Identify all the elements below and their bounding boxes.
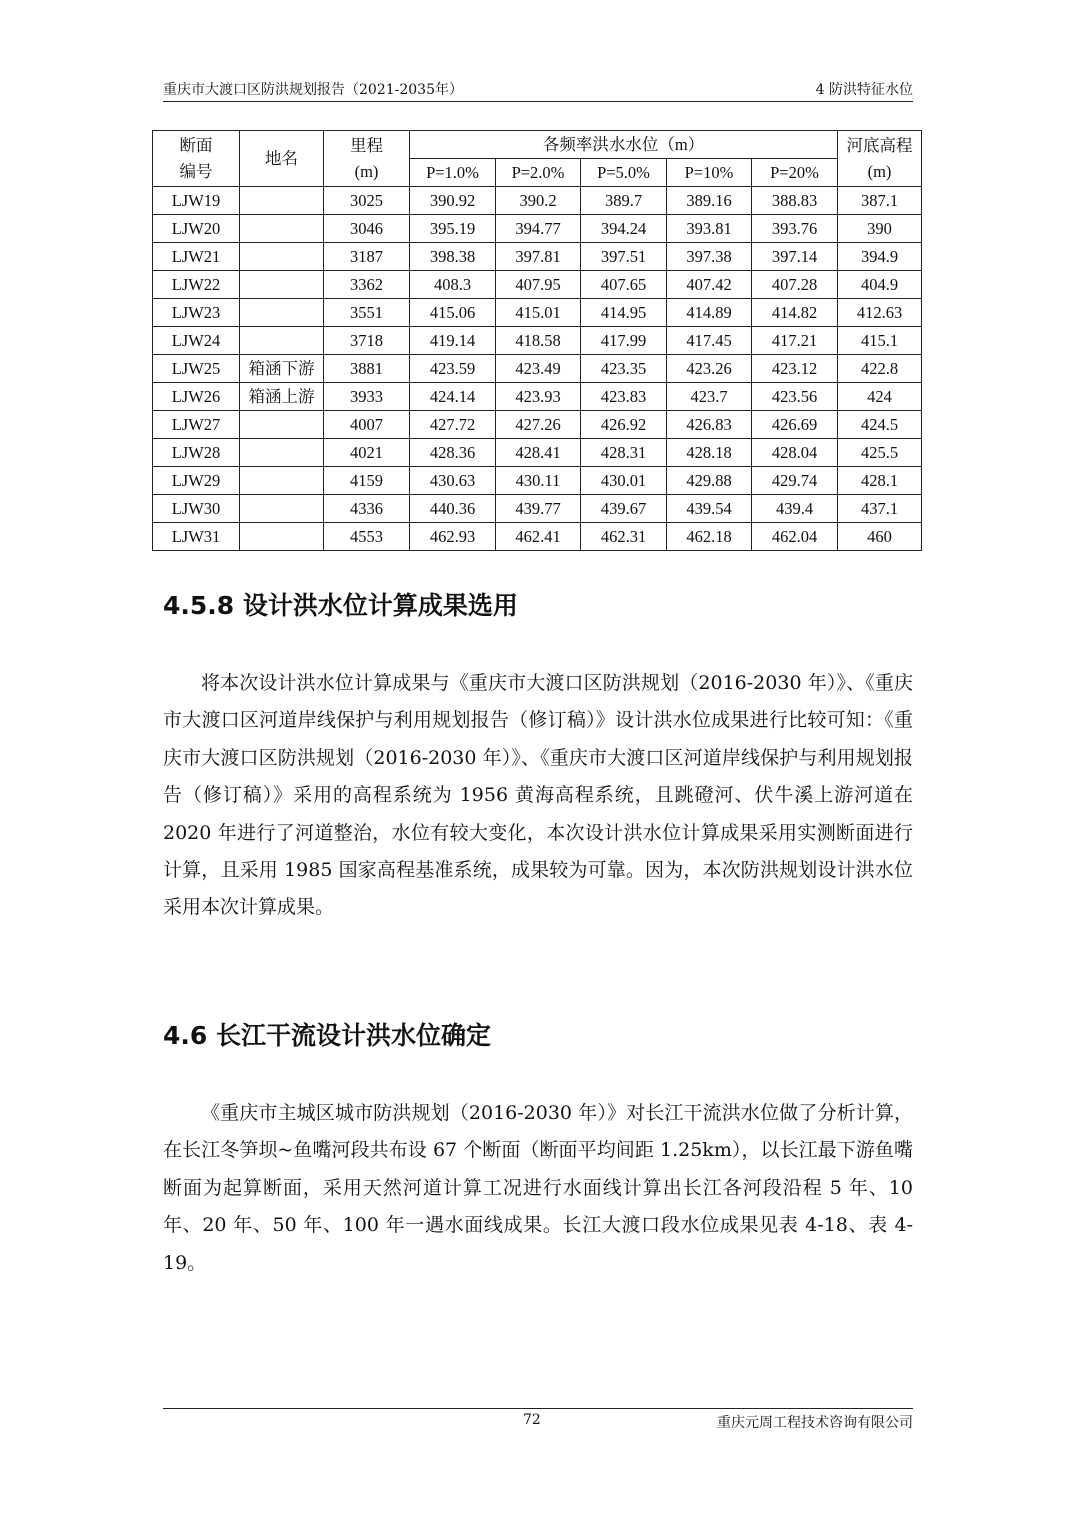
table-cell-p5: 397.51 bbox=[581, 243, 667, 271]
table-cell-p20: 426.69 bbox=[752, 411, 838, 439]
table-cell-id: LJW19 bbox=[153, 187, 240, 215]
table-cell-id: LJW30 bbox=[153, 495, 240, 523]
table-cell-p5: 423.35 bbox=[581, 355, 667, 383]
table-cell-p10: 397.38 bbox=[667, 243, 752, 271]
table-cell-id: LJW20 bbox=[153, 215, 240, 243]
table-cell-place bbox=[240, 243, 324, 271]
table-cell-p2: 462.41 bbox=[496, 523, 581, 551]
table-row bbox=[153, 495, 922, 523]
table-cell-p1: 430.63 bbox=[410, 467, 496, 495]
table-cell-id: LJW21 bbox=[153, 243, 240, 271]
header-chapter: 4 防洪特征水位 bbox=[815, 82, 913, 98]
table-cell-p2: 397.81 bbox=[496, 243, 581, 271]
section-heading-4-6: 4.6 长江干流设计洪水位确定 bbox=[163, 1021, 491, 1050]
table-cell-p2: 427.26 bbox=[496, 411, 581, 439]
table-cell-p2: 394.77 bbox=[496, 215, 581, 243]
table-cell-p1: 428.36 bbox=[410, 439, 496, 467]
section-heading-4-5-8: 4.5.8 设计洪水位计算成果选用 bbox=[163, 591, 518, 620]
table-cell-p1: 462.93 bbox=[410, 523, 496, 551]
table-cell-p2: 428.41 bbox=[496, 439, 581, 467]
table-cell-mileage: 4021 bbox=[324, 439, 410, 467]
table-cell-bed: 394.9 bbox=[838, 243, 922, 271]
table-cell-place bbox=[240, 299, 324, 327]
table-cell-p5: 430.01 bbox=[581, 467, 667, 495]
table-cell-p20: 429.74 bbox=[752, 467, 838, 495]
table-cell-p10: 407.42 bbox=[667, 271, 752, 299]
table-row bbox=[153, 411, 922, 439]
table-cell-place bbox=[240, 187, 324, 215]
table-cell-bed: 404.9 bbox=[838, 271, 922, 299]
table-cell-p10: 389.16 bbox=[667, 187, 752, 215]
table-row bbox=[153, 271, 922, 299]
table-cell-p5: 414.95 bbox=[581, 299, 667, 327]
page-number: 72 bbox=[523, 1412, 541, 1428]
table-cell-p2: 439.77 bbox=[496, 495, 581, 523]
table-cell-p2: 407.95 bbox=[496, 271, 581, 299]
table-cell-place bbox=[240, 327, 324, 355]
table-cell-p1: 440.36 bbox=[410, 495, 496, 523]
header-freq: P=5.0% bbox=[581, 159, 667, 187]
table-cell-p10: 417.45 bbox=[667, 327, 752, 355]
table-cell-p2: 415.01 bbox=[496, 299, 581, 327]
table-cell-p10: 428.18 bbox=[667, 439, 752, 467]
table-cell-p1: 390.92 bbox=[410, 187, 496, 215]
table-cell-p1: 395.19 bbox=[410, 215, 496, 243]
table-cell-p5: 462.31 bbox=[581, 523, 667, 551]
table-cell-id: LJW23 bbox=[153, 299, 240, 327]
header-freq: P=20% bbox=[752, 159, 838, 187]
table-cell-p20: 393.76 bbox=[752, 215, 838, 243]
table-row bbox=[153, 383, 922, 411]
table-cell-p20: 414.82 bbox=[752, 299, 838, 327]
table-cell-p20: 407.28 bbox=[752, 271, 838, 299]
table-cell-id: LJW24 bbox=[153, 327, 240, 355]
table-cell-bed: 437.1 bbox=[838, 495, 922, 523]
table-cell-p5: 423.83 bbox=[581, 383, 667, 411]
table-cell-mileage: 3551 bbox=[324, 299, 410, 327]
table-cell-p2: 423.49 bbox=[496, 355, 581, 383]
table-row bbox=[153, 355, 922, 383]
table-cell-id: LJW31 bbox=[153, 523, 240, 551]
table-cell-p10: 414.89 bbox=[667, 299, 752, 327]
header-freq-group: 各频率洪水水位（m） bbox=[410, 131, 838, 159]
table-row bbox=[153, 215, 922, 243]
table-cell-p10: 462.18 bbox=[667, 523, 752, 551]
table-row bbox=[153, 187, 922, 215]
page-header bbox=[163, 77, 913, 102]
table-cell-p10: 429.88 bbox=[667, 467, 752, 495]
table-cell-p10: 423.7 bbox=[667, 383, 752, 411]
table-cell-bed: 424 bbox=[838, 383, 922, 411]
table-cell-id: LJW22 bbox=[153, 271, 240, 299]
table-cell-place bbox=[240, 411, 324, 439]
page-footer bbox=[163, 1408, 913, 1439]
table-cell-place bbox=[240, 523, 324, 551]
table-cell-p2: 423.93 bbox=[496, 383, 581, 411]
table-cell-bed: 387.1 bbox=[838, 187, 922, 215]
table-row bbox=[153, 523, 922, 551]
flood-level-table bbox=[152, 130, 922, 551]
table-cell-mileage: 3362 bbox=[324, 271, 410, 299]
table-row bbox=[153, 327, 922, 355]
table-cell-mileage: 3046 bbox=[324, 215, 410, 243]
table-cell-place bbox=[240, 439, 324, 467]
header-freq: P=2.0% bbox=[496, 159, 581, 187]
table-row bbox=[153, 299, 922, 327]
table-cell-bed: 424.5 bbox=[838, 411, 922, 439]
header-bed-elevation: 河底高程 (m) bbox=[838, 131, 922, 187]
table-cell-p2: 430.11 bbox=[496, 467, 581, 495]
table-cell-mileage: 4159 bbox=[324, 467, 410, 495]
table-row bbox=[153, 243, 922, 271]
table-row bbox=[153, 439, 922, 467]
table-cell-p5: 426.92 bbox=[581, 411, 667, 439]
header-title: 重庆市大渡口区防洪规划报告（2021-2035年） bbox=[163, 82, 463, 98]
table-cell-p10: 426.83 bbox=[667, 411, 752, 439]
table-cell-bed: 460 bbox=[838, 523, 922, 551]
table-cell-p1: 423.59 bbox=[410, 355, 496, 383]
table-cell-place bbox=[240, 271, 324, 299]
table-cell-p1: 427.72 bbox=[410, 411, 496, 439]
table-cell-p5: 439.67 bbox=[581, 495, 667, 523]
table-cell-mileage: 3187 bbox=[324, 243, 410, 271]
table-cell-place: 箱涵下游 bbox=[240, 355, 324, 383]
table-cell-bed: 415.1 bbox=[838, 327, 922, 355]
table-cell-p20: 423.56 bbox=[752, 383, 838, 411]
table-cell-p20: 462.04 bbox=[752, 523, 838, 551]
table-cell-id: LJW26 bbox=[153, 383, 240, 411]
table-cell-mileage: 3881 bbox=[324, 355, 410, 383]
table-cell-p10: 439.54 bbox=[667, 495, 752, 523]
table-cell-p1: 408.3 bbox=[410, 271, 496, 299]
table-cell-id: LJW25 bbox=[153, 355, 240, 383]
table-cell-mileage: 3025 bbox=[324, 187, 410, 215]
table-row bbox=[153, 467, 922, 495]
table-cell-p20: 428.04 bbox=[752, 439, 838, 467]
table-cell-p1: 424.14 bbox=[410, 383, 496, 411]
table-cell-p5: 407.65 bbox=[581, 271, 667, 299]
table-cell-p10: 423.26 bbox=[667, 355, 752, 383]
table-cell-p5: 417.99 bbox=[581, 327, 667, 355]
table-cell-p10: 393.81 bbox=[667, 215, 752, 243]
header-freq: P=10% bbox=[667, 159, 752, 187]
table-cell-p1: 398.38 bbox=[410, 243, 496, 271]
header-section-id: 断面 编号 bbox=[153, 131, 240, 187]
section-paragraph-4-5-8: 将本次设计洪水位计算成果与《重庆市大渡口区防洪规划（2016-2030 年）》、《重庆市大渡口区河道岸线保护与利用规划报告（修订稿）》设计洪水位成果进行比较可知：《重庆市大渡口区防洪规划（2016-2030 年）》、《重庆市大渡口区河道岸线保护与利用规划报告（修订稿）》采用的高程系统为 1956 黄海高程系统，且跳磴河、伏牛溪上游河道在 2020 年进行了河道整治，水位有较大变化，本次设计洪水位计算成果采用实测断面进行计算，且采用 1985 国家高程基准系统，成果较为可靠。因为，本次防洪规划设计洪水位采用本次计算成果。 bbox=[163, 672, 913, 919]
table-cell-p5: 428.31 bbox=[581, 439, 667, 467]
table-cell-mileage: 4336 bbox=[324, 495, 410, 523]
header-freq: P=1.0% bbox=[410, 159, 496, 187]
header-mileage: 里程 (m) bbox=[324, 131, 410, 187]
table-cell-p20: 439.4 bbox=[752, 495, 838, 523]
table-body bbox=[153, 187, 922, 551]
table-cell-p1: 419.14 bbox=[410, 327, 496, 355]
table-cell-p20: 388.83 bbox=[752, 187, 838, 215]
header-place: 地名 bbox=[240, 131, 324, 187]
table-cell-bed: 428.1 bbox=[838, 467, 922, 495]
table-cell-id: LJW29 bbox=[153, 467, 240, 495]
footer-company: 重庆元周工程技术咨询有限公司 bbox=[717, 1415, 913, 1431]
table-cell-bed: 422.8 bbox=[838, 355, 922, 383]
table-cell-place: 箱涵上游 bbox=[240, 383, 324, 411]
table-cell-p20: 417.21 bbox=[752, 327, 838, 355]
table-cell-p5: 389.7 bbox=[581, 187, 667, 215]
table-cell-p20: 397.14 bbox=[752, 243, 838, 271]
table-cell-id: LJW28 bbox=[153, 439, 240, 467]
table-cell-mileage: 4553 bbox=[324, 523, 410, 551]
section-paragraph-4-6: 《重庆市主城区城市防洪规划（2016-2030 年）》对长江干流洪水位做了分析计算，在长江冬笋坝~鱼嘴河段共布设 67 个断面（断面平均间距 1.25km），以长江最下游鱼嘴断面为起算断面，采用天然河道计算工况进行水面线计算出长江各河段沿程 5 年、10 年、20 年、50 年、100 年一遇水面线成果。长江大渡口段水位成果见表 4-18、表 4-19。 bbox=[163, 1102, 913, 1274]
table-cell-place bbox=[240, 495, 324, 523]
table-cell-bed: 412.63 bbox=[838, 299, 922, 327]
table-cell-p2: 418.58 bbox=[496, 327, 581, 355]
table-cell-p1: 415.06 bbox=[410, 299, 496, 327]
table-cell-p5: 394.24 bbox=[581, 215, 667, 243]
table-cell-p20: 423.12 bbox=[752, 355, 838, 383]
table-cell-place bbox=[240, 467, 324, 495]
table-cell-place bbox=[240, 215, 324, 243]
table-cell-mileage: 4007 bbox=[324, 411, 410, 439]
table-cell-p2: 390.2 bbox=[496, 187, 581, 215]
table-cell-mileage: 3933 bbox=[324, 383, 410, 411]
table-cell-bed: 425.5 bbox=[838, 439, 922, 467]
table-cell-mileage: 3718 bbox=[324, 327, 410, 355]
table-cell-id: LJW27 bbox=[153, 411, 240, 439]
table-cell-bed: 390 bbox=[838, 215, 922, 243]
